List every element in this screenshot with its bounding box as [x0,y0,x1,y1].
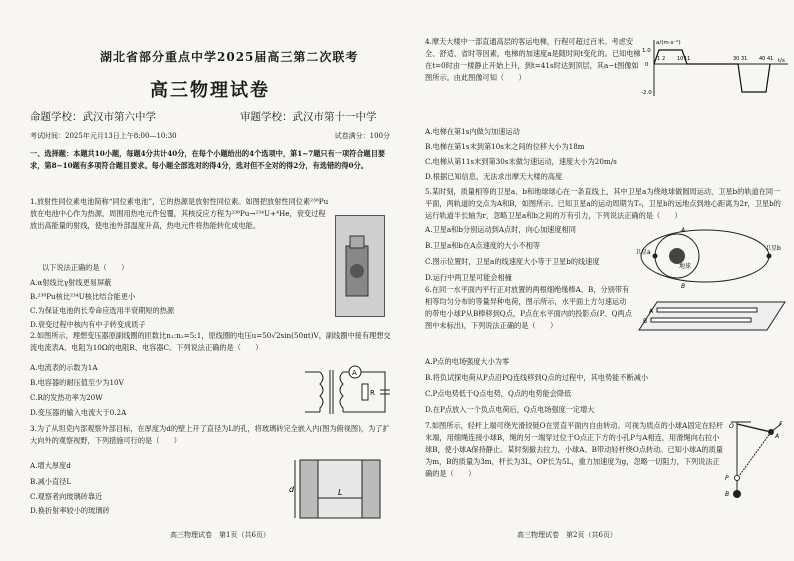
q7-label-P: P [725,475,729,482]
q4-tick-1: 1 [657,56,661,62]
q6-option-d: D.在P点放入一个负点电荷后，Q点电场强度一定增大 [425,405,595,414]
q7-label-O: O [729,423,734,430]
exam-time: 考试时间：2025年元月13日上午8:00—10:30 [30,132,177,140]
section-intro: 一、选择题：本题共10小题，每题4分共计40分，在每个小题给出的4个选项中，第1~7题只有一项符合题目要求，第8~10题有多项符合题目要求。每小题全部选对的得4分，选对但不全对的得2分，有选错的得0分。 [30,149,386,170]
q4-option-a: A.电梯在第1s内做匀加速运动 [425,127,520,136]
exam-info [30,131,390,141]
q4-tick-30: 30 [733,56,740,62]
q4-tick-10: 10 [677,56,684,62]
q7-stem: 7.如图所示，轻杆上端可绕光滑铰链O在竖直平面内自由转动。可视为质点的小球A固定在轻杆末端，用细绳连接小球B，绳的另一端穿过位于O点正下方的小孔P与A相连，用滑绳向右拉小球B，使小球A保持静止。某时刻撤去拉力，小球A、B带动轻杆绕O点转动。已知小球A的质量为m，B的质量为3m，杆长为3L，OP长为5L，重力加速度为g，忽略一切阻力，下列说法正确的是（ ） [425,421,724,478]
q6-stem: 6.在同一水平面内平行正对放置的两根细绝缘棒A、B，分别带有相等均匀分布的等量异种电荷，图示所示，水平面上方匀速运动的带电小球P从B棒移到Q点，P点在水平面内的投影点(P、Q两点图中未标出)，下列说法正确的是（ ） [425,285,632,330]
q2-option-d: D.变压器的输入电流大于0.2A [30,408,127,417]
q4-option-d: D.根据已知信息，无法求出摩天大楼的高度 [425,172,563,181]
q4-tick-31: 31 [741,56,748,62]
q3-label-d: d [289,485,295,494]
q2-option-a: A.电流表的示数为1A [30,363,98,372]
subject-title: 高三物理试卷 [150,80,270,101]
q3-label-L: L [338,488,343,497]
svg-text:A: A [352,369,357,377]
q1-option-b: B.²³⁸Pu核比²³⁴U核比结合能更小 [30,292,136,301]
exam-title: 湖北省部分重点中学2025届高三第二次联考 [100,50,359,64]
q5-option-c: C.图示位置时，卫星a的线速度大小等于卫星b的线速度 [425,257,600,266]
q5-label-sat-b: 卫星b [765,245,781,252]
q3-stem: 3.为了从坦克内部观察外部目标，在厚度为d的壁上开了直径为L的孔，将玻璃砖完全嵌入内(图为俯视图)，为了扩大向外的观察视野，下列措施可行的是（ ） [30,424,390,445]
reviewer-school: 审题学校：武汉市第十一中学 [240,111,377,123]
q2-option-c: C.R的发热功率为20W [30,393,103,402]
q4-y-bottom: -2.0 [641,90,652,96]
q3-option-a: A.增大厚度d [30,461,71,470]
q1-option-a: A.α射线比γ射线更易屏蔽 [30,278,112,287]
battery-illustration [336,216,384,316]
q4-y-top: 1.0 [642,48,651,54]
q7-rod-pulley-figure [717,418,789,502]
q5-option-d: D.运行中两卫星可能会相撞 [425,273,512,282]
q1-stem: 1.放射性同位素电池简称“同位素电池”，它的热源是放射性同位素。如图把放射性同位素²³⁸Pu放在电池中心作为热源，周围用热电元件包覆，其核反应方程为²³⁸Pu→²³⁴U+⁴He，衰变过程放出高能量的射线，使电池外部温度升高，热电元件将热能转化成电能。 [30,197,329,230]
q1-battery-photo [335,215,385,317]
q6-option-c: C.P点电势低于Q点电势，Q点的电势能会降低 [425,389,572,398]
q4-tick-2: 2 [662,56,666,62]
page-2 [397,0,794,561]
q5-stem: 5.某时刻，质量相等的卫星a、b和地球球心在一条直线上，其中卫星a为绕地球做圆周运动，卫星b的轨道在同一平面，两轨道的交点为A和B，如图所示。已知卫星a的运动周期为T₀，卫星b的远地点到地心距离为2r，卫星b的运行轨道半长轴为r，忽略卫星a和b之间的万有引力，下列说法正确的是（ ） [425,187,781,220]
q2-stem: 2.如图所示，理想变压器原副线圈的匝数比n₁:n₂=5:1，原线圈的电压u=50√2sin(50πt)V，副线圈中接有理想交流电流表A、电阻为10Ω的电阻R、电容器C。下列说法正确的是（ ） [30,331,391,352]
q3-option-d: D.换折射率较小的玻璃砖 [30,506,110,515]
q4-option-c: C.电梯从第11s末到第30s末做匀速运动，速度大小为20m/s [425,157,617,166]
q3-option-b: B.减小直径L [30,477,72,486]
q4-ylabel: a/(m·s⁻²) [656,40,681,46]
footer-page-2: 高三物理试卷 第2页（共6页） [517,531,617,539]
q3-glass-block-figure [290,458,390,523]
q5-option-b: B.卫星a和b在A点速度的大小不相等 [425,241,541,250]
q4-tick-41: 41 [767,56,774,62]
q2-transformer-circuit [300,362,390,422]
q6-option-b: B.将负试探电荷从P点沿PQ连线移到Q点的过程中，其电势能不断减小 [425,373,649,382]
q6-charged-rods-diagram [637,296,787,336]
q5-label-earth: 地球 [679,263,692,270]
q2-option-b: B.电容器的耐压值至少为10V [30,378,124,387]
q1-option-d: D.衰变过程中核内有中子转变成质子 [30,320,146,329]
q5-label-A: A [681,227,686,234]
q4-tick-11: 11 [684,56,691,62]
q5-option-a: A.卫星a和b分别运动到A点时，向心加速度相同 [425,225,576,234]
full-score: 试卷满分：100分 [334,132,390,140]
q6-label-rod-a: A [649,308,654,315]
q4-xlabel: t/s [778,58,785,64]
svg-text:R: R [370,389,375,397]
q6-label-rod-b: B [643,318,648,325]
q5-label-sat-a: 卫星a [635,249,651,256]
q1-prompt: 以下说法正确的是（ ） [42,263,129,272]
q7-label-A: A [775,433,780,440]
q6-option-a: A.P点的电场强度大小为零 [425,357,510,366]
q7-label-F: F [779,421,783,428]
q4-y-zero: 0 [645,62,649,68]
q1-option-c: C.为保证电池的长寿命应选用半衰期短的热源 [30,306,175,315]
q4-stem: 4.摩天大楼中一部直通高层的客运电梯，行程可超过百米。考虑安全、舒适、省时等因素，电梯的加速度a是随时间t变化的。已知电梯在t=0时由一楼静止开始上升，到t=41s时达到顶层，其a−t图像如图所示。由此图像可知（ ） [425,37,641,82]
q4-option-b: B.电梯在第1s末到第10s末之间的位移大小为18m [425,142,585,151]
q5-label-B: B [681,283,686,290]
q4-acceleration-graph [642,36,790,100]
q5-orbit-diagram [637,224,792,290]
footer-page-1: 高三物理试卷 第1页（共6页） [170,531,270,539]
q4-tick-40: 40 [759,56,766,62]
q3-option-c: C.观察者向玻璃砖靠近 [30,492,103,501]
q7-label-B: B [725,491,730,498]
setter-school: 命题学校：武汉市第六中学 [30,111,156,123]
